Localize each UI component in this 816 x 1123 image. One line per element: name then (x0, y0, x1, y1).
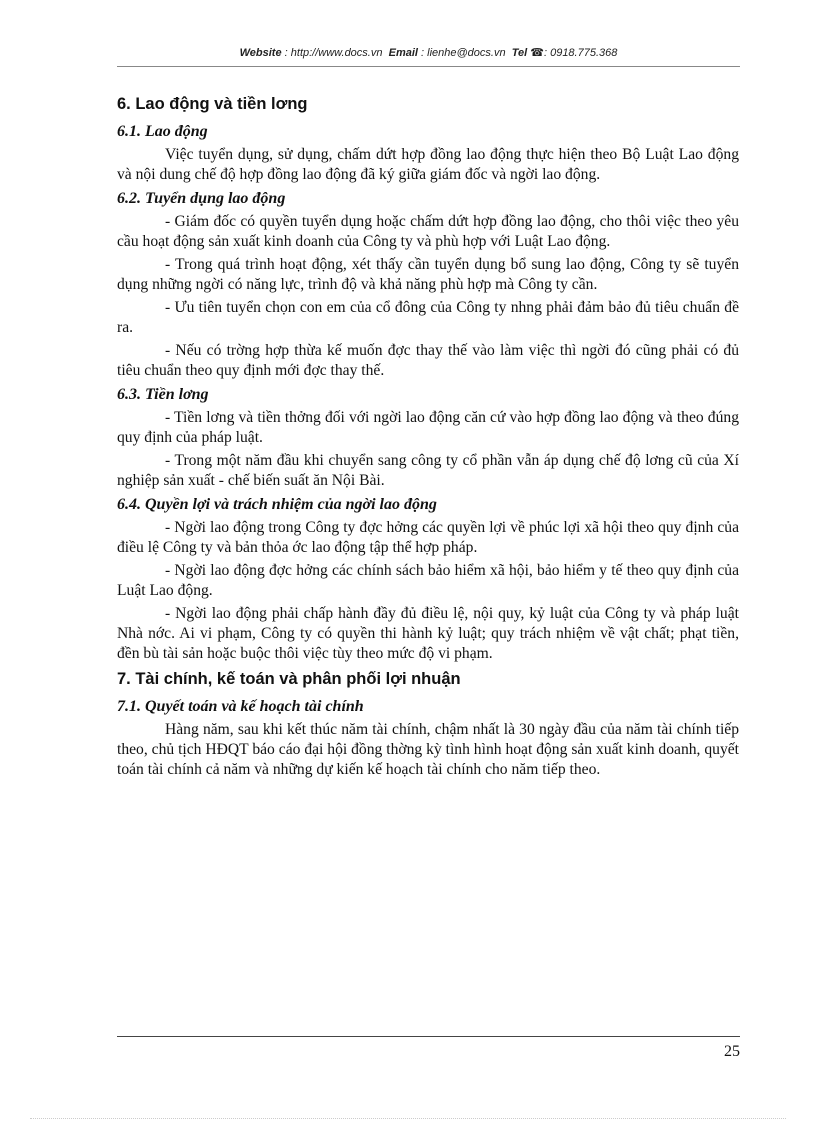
paragraph: - Trong quá trình hoạt động, xét thấy cần tuyển dụng bổ sung lao động, Công ty sẽ tuyển dụng những ngời có năng lực, trình độ và khả năng phù hợp mà Công ty cần. (117, 256, 739, 293)
website-value: : http://www.docs.vn (284, 47, 383, 59)
tel-value: : 0918.775.368 (543, 47, 618, 59)
header-divider (117, 66, 740, 67)
footer-divider (117, 1036, 740, 1037)
paragraph: - Ngời lao động phải chấp hành đầy đủ điều lệ, nội quy, kỷ luật của Công ty và pháp luật Nhà nớc. Ai vi phạm, Công ty có quyền thi hành kỷ luật; quy trách nhiệm về vật chất; phạt tiền, đền bù tài sản hoặc buộc thôi việc tùy theo mức độ vi phạm. (117, 605, 739, 662)
paragraph: - Ngời lao động trong Công ty đợc hởng các quyền lợi về phúc lợi xã hội theo quy định của điều lệ Công ty và bản thỏa ớc lao động tập thể hợp pháp. (117, 519, 739, 556)
email-label: Email (388, 47, 418, 59)
email-value: : lienhe@docs.vn (421, 47, 506, 59)
subsection-heading: 6.2. Tuyển dụng lao động (117, 190, 286, 207)
page-number: 25 (724, 1043, 740, 1060)
subsection-heading: 6.3. Tiền lơng (117, 386, 209, 403)
paragraph: Hàng năm, sau khi kết thúc năm tài chính, chậm nhất là 30 ngày đầu của năm tài chính tiếp theo, chủ tịch HĐQT báo cáo đại hội đồng thờng kỳ tình hình hoạt động sản xuất kinh doanh, quyết toán tài chính cả năm và những dự kiến kế hoạch tài chính cho năm tiếp theo. (117, 721, 739, 778)
subsection-heading: 7.1. Quyết toán và kế hoạch tài chính (117, 698, 364, 715)
bottom-dotted-line (30, 1118, 786, 1119)
paragraph: - Giám đốc có quyền tuyển dụng hoặc chấm dứt hợp đồng lao động, cho thôi việc theo yêu cầu hoạt động sản xuất kinh doanh của Công ty và phù hợp với Luật Lao động. (117, 213, 739, 250)
paragraph: - Trong một năm đầu khi chuyển sang công ty cổ phần vẫn áp dụng chế độ lơng cũ của Xí nghiệp sản xuất - chế biến suất ăn Nội Bài. (117, 452, 739, 489)
paragraph: Việc tuyển dụng, sử dụng, chấm dứt hợp đồng lao động thực hiện theo Bộ Luật Lao động và nội dung chế độ hợp đồng lao động đã ký giữa giám đốc và ngời lao động. (117, 146, 739, 183)
section-heading: 6. Lao động và tiền lơng (117, 95, 308, 113)
tel-label: Tel (511, 47, 528, 59)
page-header (117, 46, 740, 59)
subsection-heading: 6.4. Quyền lợi và trách nhiệm của ngời lao động (117, 496, 437, 513)
subsection-heading: 6.1. Lao động (117, 123, 208, 140)
website-label: Website (239, 47, 282, 59)
phone-icon: ☎ (530, 47, 544, 59)
document-body (117, 92, 739, 783)
paragraph: - Ngời lao động đợc hởng các chính sách bảo hiểm xã hội, bảo hiểm y tế theo quy định của Luật Lao động. (117, 562, 739, 599)
paragraph: - Ưu tiên tuyển chọn con em của cổ đông của Công ty nhng phải đảm bảo đủ tiêu chuẩn đề ra. (117, 299, 739, 336)
paragraph: - Tiền lơng và tiền thởng đối với ngời lao động căn cứ vào hợp đồng lao động và theo đúng quy định của pháp luật. (117, 409, 739, 446)
paragraph: - Nếu có trờng hợp thừa kế muốn đợc thay thế vào làm việc thì ngời đó cũng phải có đủ tiêu chuẩn theo quy định mới đợc thay thế. (117, 342, 739, 379)
section-heading: 7. Tài chính, kế toán và phân phối lợi nhuận (117, 670, 461, 688)
